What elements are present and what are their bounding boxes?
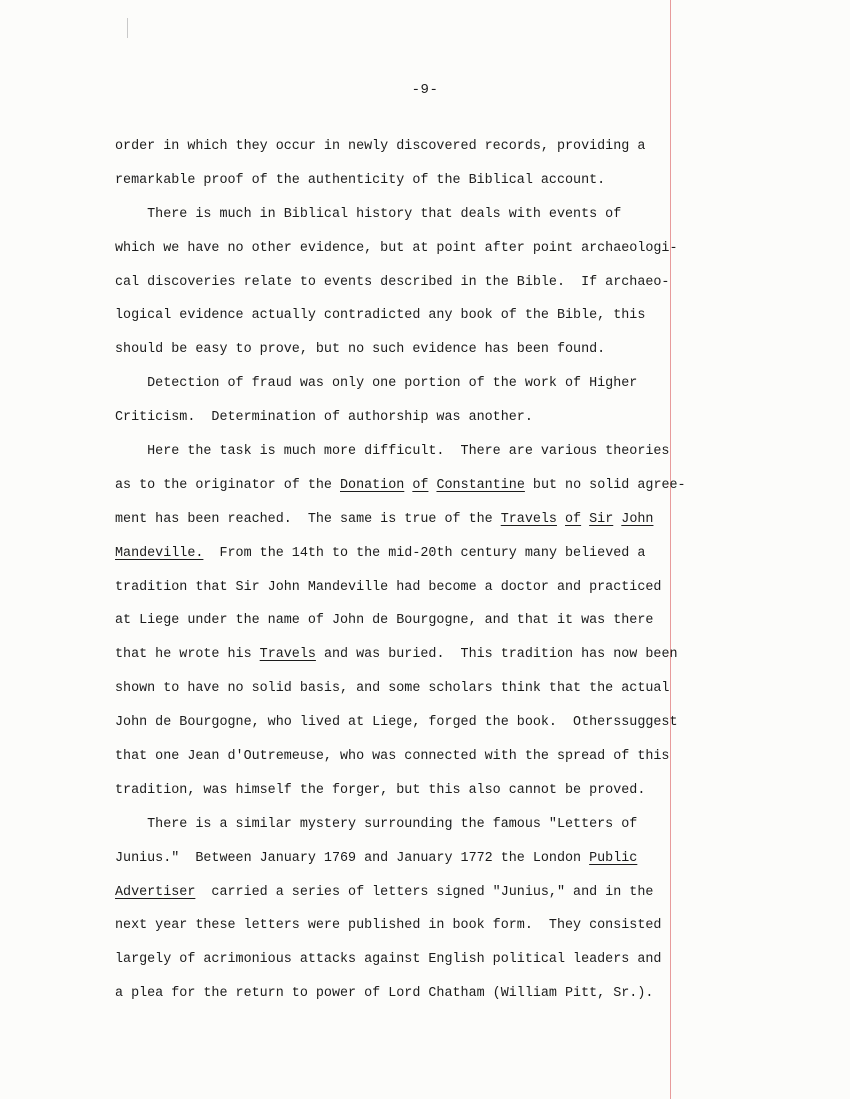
text-line <box>115 537 715 571</box>
text-segment <box>581 512 589 527</box>
text-segment: which we have no other evidence, but at point after point archaeologi- <box>115 240 678 256</box>
text-segment: as to the originator of the <box>115 477 340 493</box>
underlined-title-text: Mandeville. <box>115 545 204 561</box>
text-segment: ment has been reached. The same is true of the <box>115 511 501 527</box>
text-segment: should be easy to prove, but no such evidence has been found. <box>115 342 606 358</box>
text-line <box>115 909 715 943</box>
text-segment: John de Bourgogne, who lived at Liege, forged the book. Otherssuggest <box>115 715 678 731</box>
text-segment: tradition, was himself the forger, but this also cannot be proved. <box>115 782 646 798</box>
underlined-title-text: Public <box>589 850 638 866</box>
text-line <box>115 503 715 537</box>
text-segment: largely of acrimonious attacks against English political leaders and <box>115 952 662 968</box>
text-segment: next year these letters were published in book form. They consisted <box>115 918 662 934</box>
text-segment: shown to have no solid basis, and some scholars think that the actual <box>115 681 670 697</box>
text-line <box>115 435 715 469</box>
text-segment: carried a series of letters signed "Junius," and in the <box>195 884 654 900</box>
text-segment: logical evidence actually contradicted any book of the Bible, this <box>115 308 646 324</box>
underlined-title-text: of <box>412 477 429 493</box>
text-segment: Here the task is much more difficult. There are various theories <box>115 444 670 460</box>
text-line <box>115 740 715 774</box>
text-segment: at Liege under the name of John de Bourgogne, and that it was there <box>115 613 654 629</box>
text-line <box>115 130 715 164</box>
text-line <box>115 299 715 333</box>
text-line <box>115 876 715 910</box>
text-segment: remarkable proof of the authenticity of the Biblical account. <box>115 172 606 188</box>
paper-mark <box>127 18 128 38</box>
underlined-title-text: Advertiser <box>115 884 196 900</box>
text-segment: There is much in Biblical history that deals with events of <box>115 206 622 222</box>
text-segment: There is a similar mystery surrounding the famous "Letters of <box>115 816 638 832</box>
text-segment <box>557 512 565 527</box>
text-line <box>115 943 715 977</box>
underlined-title-text: Constantine <box>436 477 525 493</box>
underlined-title-text: Sir <box>589 511 614 527</box>
text-line <box>115 638 715 672</box>
text-line <box>115 266 715 300</box>
text-segment: that he wrote his <box>115 647 260 663</box>
text-line <box>115 604 715 638</box>
text-segment: but no solid agree- <box>524 477 686 493</box>
text-segment: Criticism. Determination of authorship was another. <box>115 410 533 426</box>
underlined-title-text: John <box>621 511 654 527</box>
text-segment: tradition that Sir John Mandeville had become a doctor and practiced <box>115 579 662 595</box>
text-line <box>115 977 715 1011</box>
text-line <box>115 571 715 605</box>
text-line <box>115 164 715 198</box>
text-line <box>115 672 715 706</box>
text-line <box>115 808 715 842</box>
page-number: -9- <box>411 82 439 98</box>
text-line <box>115 232 715 266</box>
text-line <box>115 469 715 503</box>
underlined-title-text: Donation <box>340 477 405 493</box>
text-segment: that one Jean d'Outremeuse, who was connected with the spread of this <box>115 749 670 765</box>
text-line <box>115 706 715 740</box>
text-line <box>115 333 715 367</box>
underlined-title-text: Travels <box>259 647 316 663</box>
text-segment: cal discoveries relate to events described in the Bible. If archaeo- <box>115 274 670 290</box>
text-segment: order in which they occur in newly discovered records, providing a <box>115 139 646 154</box>
text-segment: From the 14th to the mid-20th century many believed a <box>203 545 646 561</box>
text-segment: a plea for the return to power of Lord Chatham (William Pitt, Sr.). <box>115 986 654 1002</box>
text-line <box>115 774 715 808</box>
underlined-title-text: of <box>565 511 582 527</box>
text-segment: Detection of fraud was only one portion of the work of Higher <box>115 376 638 392</box>
text-line <box>115 401 715 435</box>
text-segment: and was buried. This tradition has now been <box>315 647 678 663</box>
text-segment: Junius." Between January 1769 and January 1772 the London <box>115 850 590 866</box>
text-line <box>115 842 715 876</box>
underlined-title-text: Travels <box>500 511 557 527</box>
text-line <box>115 198 715 232</box>
text-line <box>115 367 715 401</box>
body-text <box>115 130 715 1011</box>
